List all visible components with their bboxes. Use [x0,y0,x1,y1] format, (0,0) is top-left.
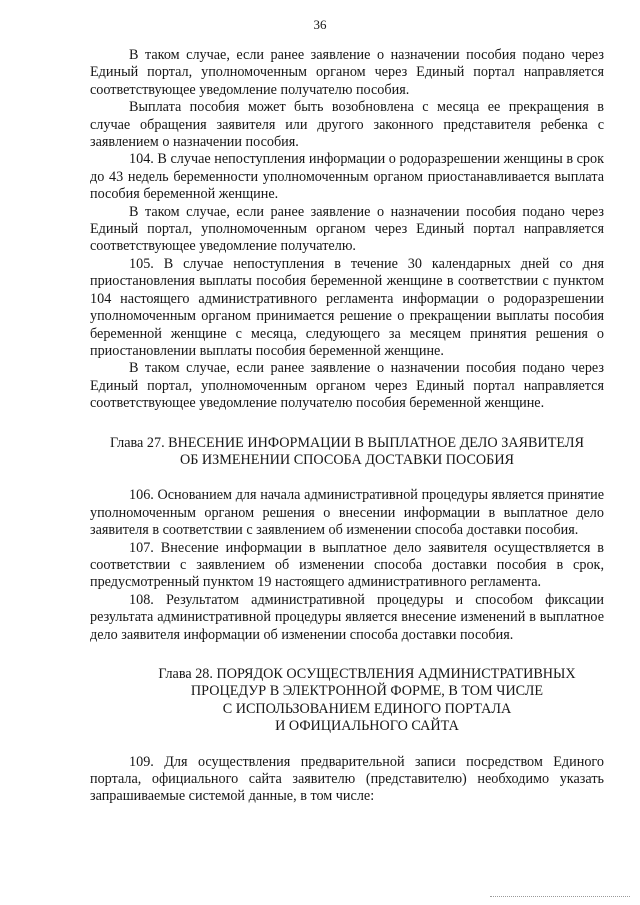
paragraph-109: 109. Для осуществления предварительной записи посредством Единого портала, официального сайта заявителю (представителю) необходимо указать запрашиваемые системой данные, в том числе: [90,753,604,805]
paragraph-106: 106. Основанием для начала административной процедуры является принятие уполномоченным органом решения о внесении информации в выплатное дело заявителя в соответствии с заявлением об изменении способа доставки пособия. [90,487,604,539]
chapter-27-heading-line: Глава 27. ВНЕСЕНИЕ ИНФОРМАЦИИ В ВЫПЛАТНОЕ ДЕЛО ЗАЯВИТЕЛЯ [110,434,584,451]
paragraph-107: 107. Внесение информации в выплатное дело заявителя осуществляется в соответствии с заявлением об изменении способа доставки пособия в срок, предусмотренный пунктом 19 настоящего административного регламента. [90,539,604,591]
paragraph: В таком случае, если ранее заявление о назначении пособия подано через Единый портал, уполномоченным органом через Единый портал направляется соответствующее уведомление получателю пособия. [90,47,604,98]
paragraph-108: 108. Результатом административной процедуры и способом фиксации результата административной процедуры является внесение изменений в выплатное дело заявителя информации об изменении способа доставки пособия. [90,591,604,643]
paragraph: Выплата пособия может быть возобновлена с месяца ее прекращения в случае обращения заявителя или другого законного представителя ребенка с заявлением о назначении пособия. [90,99,604,151]
paragraph-105: 105. В случае непоступления в течение 30 календарных дней со дня приостановления выплаты пособия беременной женщине в соответствии с пунктом 104 настоящего административного регламента информации о родоразрешении уполномоченным органом принимается решение о прекращении выплаты пособия беременной женщине с месяца, следующего за месяцем принятия решения о приостановлении выплаты пособия беременной женщине. [90,255,604,359]
chapter-28-heading [90,666,604,736]
chapter-28-heading-line: С ИСПОЛЬЗОВАНИЕМ ЕДИНОГО ПОРТАЛА [222,700,512,717]
document-body [90,47,604,806]
chapter-28-heading-line: ПРОЦЕДУР В ЭЛЕКТРОННОЙ ФОРМЕ, В ТОМ ЧИСЛЕ [190,683,544,700]
scan-artifact [490,896,630,901]
chapter-27-heading-line: ОБ ИЗМЕНЕНИИ СПОСОБА ДОСТАВКИ ПОСОБИЯ [179,451,515,468]
paragraph: В таком случае, если ранее заявление о назначении пособия подано через Единый портал, уполномоченным органом через Единый портал направляется соответствующее уведомление получателю пособия беременной женщине. [90,360,604,412]
page-number: 36 [313,17,327,32]
chapter-27-heading [90,435,604,470]
paragraph: В таком случае, если ранее заявление о назначении пособия подано через Единый портал, уполномоченным органом через Единый портал направляется соответствующее уведомление получателю. [90,203,604,255]
chapter-28-heading-line: Глава 28. ПОРЯДОК ОСУЩЕСТВЛЕНИЯ АДМИНИСТРАТИВНЫХ [158,666,576,682]
paragraph-104: 104. В случае непоступления информации о родоразрешении женщины в срок до 43 недель беременности уполномоченным органом приостанавливается выплата пособия беременной женщине. [90,151,604,203]
chapter-28-heading-line: И ОФИЦИАЛЬНОГО САЙТА [275,718,459,735]
